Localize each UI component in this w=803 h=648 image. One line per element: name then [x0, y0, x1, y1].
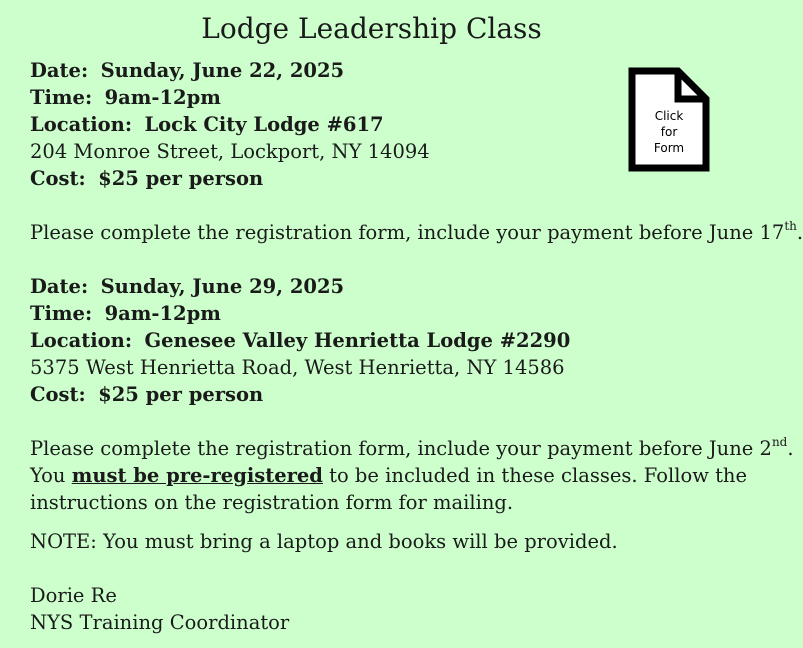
class2-date: Date: Sunday, June 29, 2025 [30, 275, 345, 298]
class-announcement [30, 57, 803, 636]
preregister-emphasis: must be pre-registered [71, 464, 323, 487]
class1-registration-note: Please complete the registration form, include your payment before June 17th. [30, 218, 803, 244]
form-icon-line-2: for [660, 125, 678, 139]
class2-address: 5375 West Henrietta Road, West Henrietta, NY 14586 [30, 356, 565, 379]
class1-time: Time: 9am-12pm [30, 86, 221, 109]
class2-location: Location: Genesee Valley Henrietta Lodge #2290 [30, 329, 571, 352]
form-icon-line-3: Form [653, 141, 685, 155]
class1-location: Location: Lock City Lodge #617 [30, 113, 384, 136]
class2-registration-note: Please complete the registration form, include your payment before June 2nd. [30, 434, 794, 460]
form-icon-line-1: Click [654, 109, 684, 123]
class1-date: Date: Sunday, June 22, 2025 [30, 59, 345, 82]
class1-address: 204 Monroe Street, Lockport, NY 14094 [30, 140, 430, 163]
class2-cost: Cost: $25 per person [30, 383, 264, 406]
preregister-line-2: instructions on the registration form for mailing. [30, 491, 514, 514]
page-title: Lodge Leadership Class [201, 12, 542, 45]
class1-cost: Cost: $25 per person [30, 167, 264, 190]
preregister-line-1: You must be pre-registered to be included in these classes. Follow the [30, 464, 748, 487]
class2-time: Time: 9am-12pm [30, 302, 221, 325]
signature-name: Dorie Re [30, 584, 117, 607]
signature-role: NYS Training Coordinator [30, 611, 290, 634]
laptop-note: NOTE: You must bring a laptop and books will be provided. [30, 530, 618, 553]
